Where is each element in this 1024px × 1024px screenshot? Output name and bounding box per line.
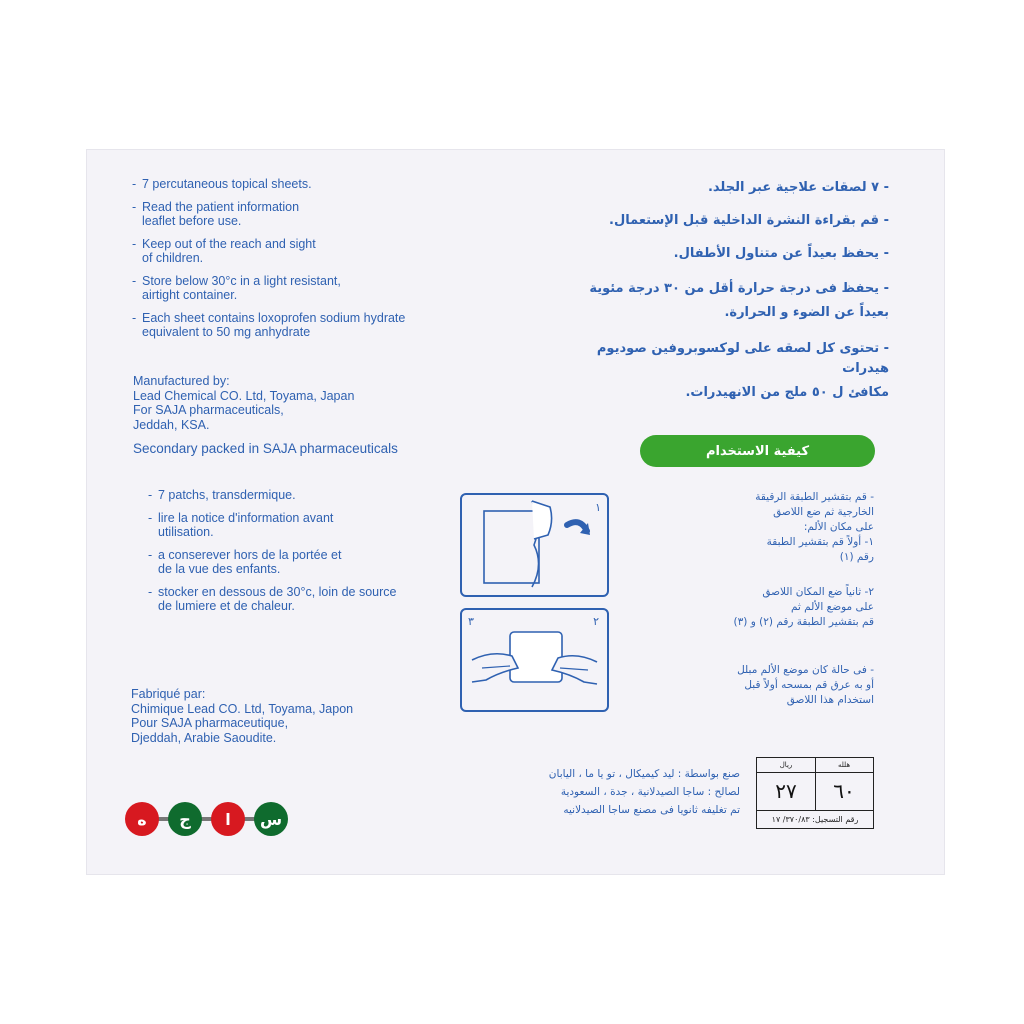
registration-number: رقم التسجيل: ٣٧٠/٨٣/ ١٧ [757, 810, 873, 829]
french-bullet-1: - 7 patchs, transdermique. [148, 488, 468, 503]
english-bullet-4: - Store below 30°c in a light resistant, airtight container. [132, 274, 462, 303]
french-bullet-3: - a conserever hors de la portée et de la vue des enfants. [148, 548, 468, 577]
step2-label: ٢ [593, 615, 599, 628]
usage-step-3-line-3: استخدام هذا اللاصق [786, 694, 874, 706]
usage-title: كيفية الاستخدام [640, 435, 875, 467]
english-manufacturer-line-4: Jeddah, KSA. [133, 417, 210, 432]
arabic-bullet-line-6: - تحتوى كل لصقه على لوكسوبروفين صوديوم هيدرات [596, 341, 889, 376]
usage-step-1-line-1: - قم بتقشير الطبقة الرقيقة [755, 491, 874, 503]
logo-letter-4: س [259, 810, 283, 829]
logo-letter-3: ا [225, 810, 231, 829]
step3-label: ٣ [468, 615, 474, 628]
usage-step-2-line-2: على موضع الألم ثم [790, 601, 874, 613]
french-manufacturer-line-4: Djeddah, Arabie Saoudite. [131, 730, 277, 745]
english-manufacturer [133, 374, 453, 432]
logo-letter-1: ه [137, 810, 147, 829]
usage-step-1-line-2: الخارجية ثم ضع اللاصق [773, 506, 874, 518]
arabic-manufacturer [500, 765, 740, 819]
riyal-header: ريال [779, 761, 793, 769]
usage-step-1 [724, 490, 874, 565]
riyal-value: ٢٧ [775, 779, 797, 803]
english-bullet-1: - 7 percutaneous topical sheets. [132, 177, 462, 192]
english-manufacturer-line-1: Manufactured by: [133, 374, 230, 388]
usage-step-3-line-1: - فى حالة كان موضع الألم مبلل [737, 664, 874, 676]
peel-illustration [462, 495, 607, 595]
arabic-bullet-line-4: - يحفظ فى درجة حرارة أقل من ٣٠ درجة مئوية [589, 281, 889, 296]
price-table [756, 757, 874, 829]
usage-step-1-line-5: رقم (١) [839, 551, 874, 563]
usage-step-3-line-2: أو به عرق قم بمسحه أولاً قبل [744, 679, 874, 691]
usage-step-2 [674, 585, 874, 630]
french-bullet-2: - lire la notice d'information avant utilisation. [148, 511, 468, 540]
arabic-bullet-line-7: مكافئ ل ٥٠ ملج من الانهيدرات. [685, 385, 889, 400]
usage-step-2-line-3: قم بتقشير الطبقة رقم (٢) و (٣) [733, 616, 874, 628]
english-manufacturer-line-2: Lead Chemical CO. Ltd, Toyama, Japan [133, 388, 355, 403]
french-bullet-4: - stocker en dessous de 30°c, loin de source de lumiere et de chaleur. [148, 585, 468, 614]
english-secondary-packed: Secondary packed in SAJA pharmaceuticals [133, 441, 398, 456]
usage-step-1-line-4: ١- أولاً قم بتقشير الطبقة [766, 536, 874, 548]
english-bullet-2: - Read the patient information leaflet before use. [132, 200, 462, 229]
french-manufacturer-line-3: Pour SAJA pharmaceutique, [131, 716, 289, 730]
english-bullet-5: - Each sheet contains loxoprofen sodium hydrate equivalent to 50 mg anhydrate [132, 311, 462, 340]
diagram-peel-step [460, 493, 609, 597]
arabic-manufacturer-line-1: صنع بواسطة : ليد كيميكال ، تو يا ما ، اليابان [548, 768, 740, 780]
step1-label: ١ [595, 501, 601, 514]
arabic-manufacturer-line-3: تم تغليفه ثانويا فى مصنع ساجا الصيدلانيه [563, 804, 740, 816]
arabic-bullet-line-5: بعيداً عن الضوء و الحرارة. [724, 305, 889, 320]
arabic-bullet-line-1: - ٧ لصقات علاجية عبر الجلد. [707, 180, 889, 195]
french-manufacturer-line-1: Fabriqué par: [131, 687, 206, 701]
diagram-apply-step [460, 608, 609, 712]
saja-logo [122, 800, 292, 838]
usage-step-3 [674, 663, 874, 708]
usage-step-2-line-1: ٢- ثانياً ضع المكان اللاصق [762, 586, 874, 598]
english-manufacturer-line-3: For SAJA pharmaceuticals, [133, 403, 284, 417]
arabic-manufacturer-line-2: لصالح : ساجا الصيدلانية ، جدة ، السعودية [560, 786, 740, 798]
arabic-bullet-line-3: - يحفظ بعيداً عن متناول الأطفال. [673, 246, 889, 261]
halala-header: هلله [837, 761, 851, 769]
arabic-bullet-line-2: - قم بقراءة النشرة الداخلية قبل الإستعمال. [609, 213, 889, 228]
french-bullets [148, 488, 468, 622]
arabic-bullets [559, 178, 889, 403]
halala-value: ٦٠ [833, 779, 855, 803]
english-bullet-3: - Keep out of the reach and sight of children. [132, 237, 462, 266]
french-manufacturer [131, 687, 451, 745]
usage-step-1-line-3: على مكان الألم: [803, 521, 874, 533]
logo-letter-2: ج [179, 810, 191, 829]
french-manufacturer-line-2: Chimique Lead CO. Ltd, Toyama, Japon [131, 701, 354, 716]
hands-illustration [462, 610, 607, 710]
english-bullets [132, 177, 462, 348]
